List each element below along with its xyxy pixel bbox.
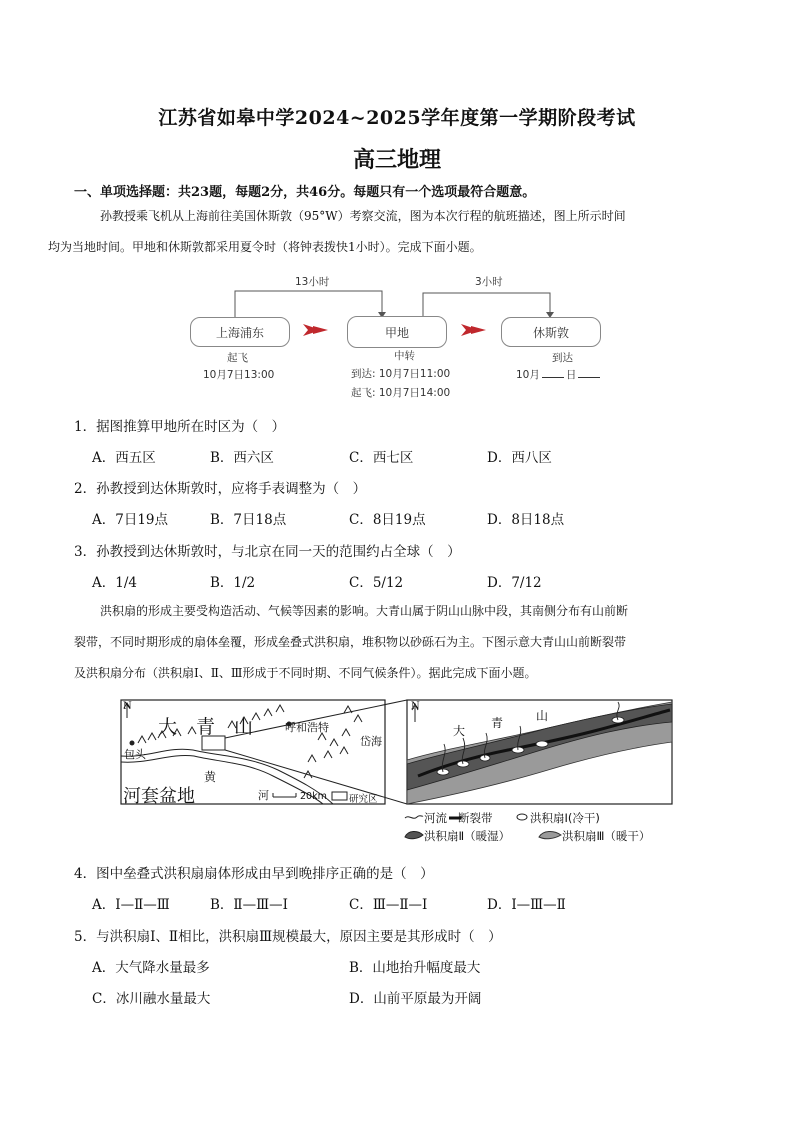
map-river-he: 河 (258, 789, 269, 802)
map-study-area: 研究区 (349, 794, 378, 805)
exam-subject: 高三地理 (352, 147, 441, 173)
flight-arrow-2 (461, 324, 486, 336)
question-1-option-b: B．西六区 (210, 450, 274, 466)
map-right-north: N (411, 701, 420, 712)
question-4-option-c: C．Ⅲ—Ⅱ—Ⅰ (349, 897, 428, 913)
passage-2-line-3: 及洪积扇分布（洪积扇Ⅰ、Ⅱ、Ⅲ形成于不同时期、不同气候条件）。据此完成下面小题。 (74, 666, 537, 680)
question-2-option-a: A．7日19点 (92, 512, 169, 528)
dest-day-blank (542, 377, 564, 378)
question-4-option-d: D．Ⅰ—Ⅲ—Ⅱ (487, 897, 566, 913)
passage-2-line-1: 洪积扇的形成主要受构造活动、气候等因素的影响。大青山属于阴山山脉中段，其南侧分布有山前断 (100, 604, 629, 618)
leg1-duration: 13小时 (295, 276, 330, 288)
map-mountain-label: 大 青 山 (158, 716, 254, 738)
flight-arrow-1 (303, 324, 328, 336)
dest-day: 日 (565, 369, 577, 381)
question-2-option-b: B．7日18点 (210, 512, 287, 528)
origin-status: 起飞 (227, 352, 248, 364)
map-river-huang: 黄 (204, 770, 217, 784)
question-4-option-b: B．Ⅱ—Ⅲ—Ⅰ (210, 897, 288, 913)
question-3-option-c: C．5/12 (349, 575, 404, 591)
question-5-option-d: D．山前平原最为开阔 (349, 991, 482, 1007)
map-left-north: N (123, 701, 132, 712)
map-lake-daihai: 岱海 (360, 735, 382, 748)
river-symbol-icon (404, 812, 424, 822)
question-2-option-c: C．8日19点 (349, 512, 426, 528)
legend-river: 河流 (404, 810, 447, 826)
flight-diagram (185, 266, 610, 399)
passage-1 (48, 201, 724, 263)
destination-status: 到达 (552, 352, 573, 364)
destination-box: 休斯敦 (501, 317, 601, 347)
transit-depart: 起飞: 10月7日14:00 (351, 387, 451, 399)
legend-fan-2: 洪积扇Ⅱ（暖湿） (404, 828, 510, 844)
passage-2 (74, 596, 724, 689)
fan-3-symbol-icon (538, 828, 562, 840)
question-2-option-d: D．8日18点 (487, 512, 565, 528)
question-3-stem: 3．孙教授到达休斯敦时，与北京在同一天的范围约占全球（ ） (74, 544, 461, 560)
map-city-hohhot: 呼和浩特 (285, 721, 329, 734)
question-3-option-a: A．1/4 (92, 575, 137, 591)
question-1-stem: 1．据图推算甲地所在时区为（ ） (74, 419, 286, 435)
legend-fault: 断裂带 (458, 811, 493, 825)
fan-2-symbol-icon (404, 828, 424, 840)
alluvial-fan-map (118, 698, 674, 848)
map-scale: 20km (300, 791, 327, 802)
question-5-option-a: A．大气降水量最多 (92, 960, 210, 976)
map-right-da: 大 (453, 724, 466, 738)
question-3-option-b: B．1/2 (210, 575, 256, 591)
map-basin-label: 河套盆地 (123, 786, 195, 807)
passage-2-line-2: 裂带，不同时期形成的扇体垒覆，形成垒叠式洪积扇，堆积物以砂砾石为主。下图示意大青山山前断裂带 (74, 635, 627, 649)
question-3-option-d: D．7/12 (487, 575, 542, 591)
transit-box: 甲地 (347, 316, 447, 348)
legend-fan-3: 洪积扇Ⅲ（暖干） (538, 828, 650, 844)
question-4-stem: 4．图中垒叠式洪积扇扇体形成由早到晚排序正确的是（ ） (74, 866, 434, 882)
question-4-option-a: A．Ⅰ—Ⅱ—Ⅲ (92, 897, 170, 913)
legend-fan-1: 洪积扇Ⅰ(冷干) (516, 810, 600, 826)
origin-time: 10月7日13:00 (203, 369, 275, 381)
question-1-option-a: A．西五区 (92, 450, 156, 466)
origin-box: 上海浦东 (190, 317, 290, 347)
dest-hour-blank (578, 377, 600, 378)
map-city-baotou: 包头 (124, 748, 146, 761)
passage-1-line-1: 孙教授乘飞机从上海前往美国休斯敦（95°W）考察交流，图为本次行程的航班描述，图上所示时间 (100, 209, 626, 223)
section-heading: 一、单项选择题：共23题，每题2分，共46分。每题只有一个选项最符合题意。 (74, 185, 536, 200)
question-1-option-d: D．西八区 (487, 450, 552, 466)
fan-1-symbol-icon (516, 812, 530, 822)
question-5-option-c: C．冰川融水量最大 (92, 991, 211, 1007)
leg2-duration: 3小时 (475, 276, 503, 288)
question-5-stem: 5．与洪积扇Ⅰ、Ⅱ相比，洪积扇Ⅲ规模最大，原因主要是其形成时（ ） (74, 929, 502, 945)
map-right-shan: 山 (536, 709, 549, 723)
destination-time (516, 367, 600, 382)
transit-arrive: 到达: 10月7日11:00 (351, 368, 451, 380)
fault-symbol-icon (448, 814, 462, 822)
map-right-qing: 青 (491, 716, 504, 730)
question-1-option-c: C．西七区 (349, 450, 414, 466)
question-2-stem: 2．孙教授到达休斯敦时，应将手表调整为（ ） (74, 481, 367, 497)
passage-1-line-2: 均为当地时间。甲地和休斯敦都采用夏令时（将钟表拨快1小时）。完成下面小题。 (48, 240, 482, 254)
dest-month: 10月 (516, 369, 540, 381)
question-5-option-b: B．山地抬升幅度最大 (349, 960, 481, 976)
exam-title: 江苏省如皋中学2024~2025学年度第一学期阶段考试 (158, 107, 636, 129)
transit-status: 中转 (394, 350, 415, 362)
